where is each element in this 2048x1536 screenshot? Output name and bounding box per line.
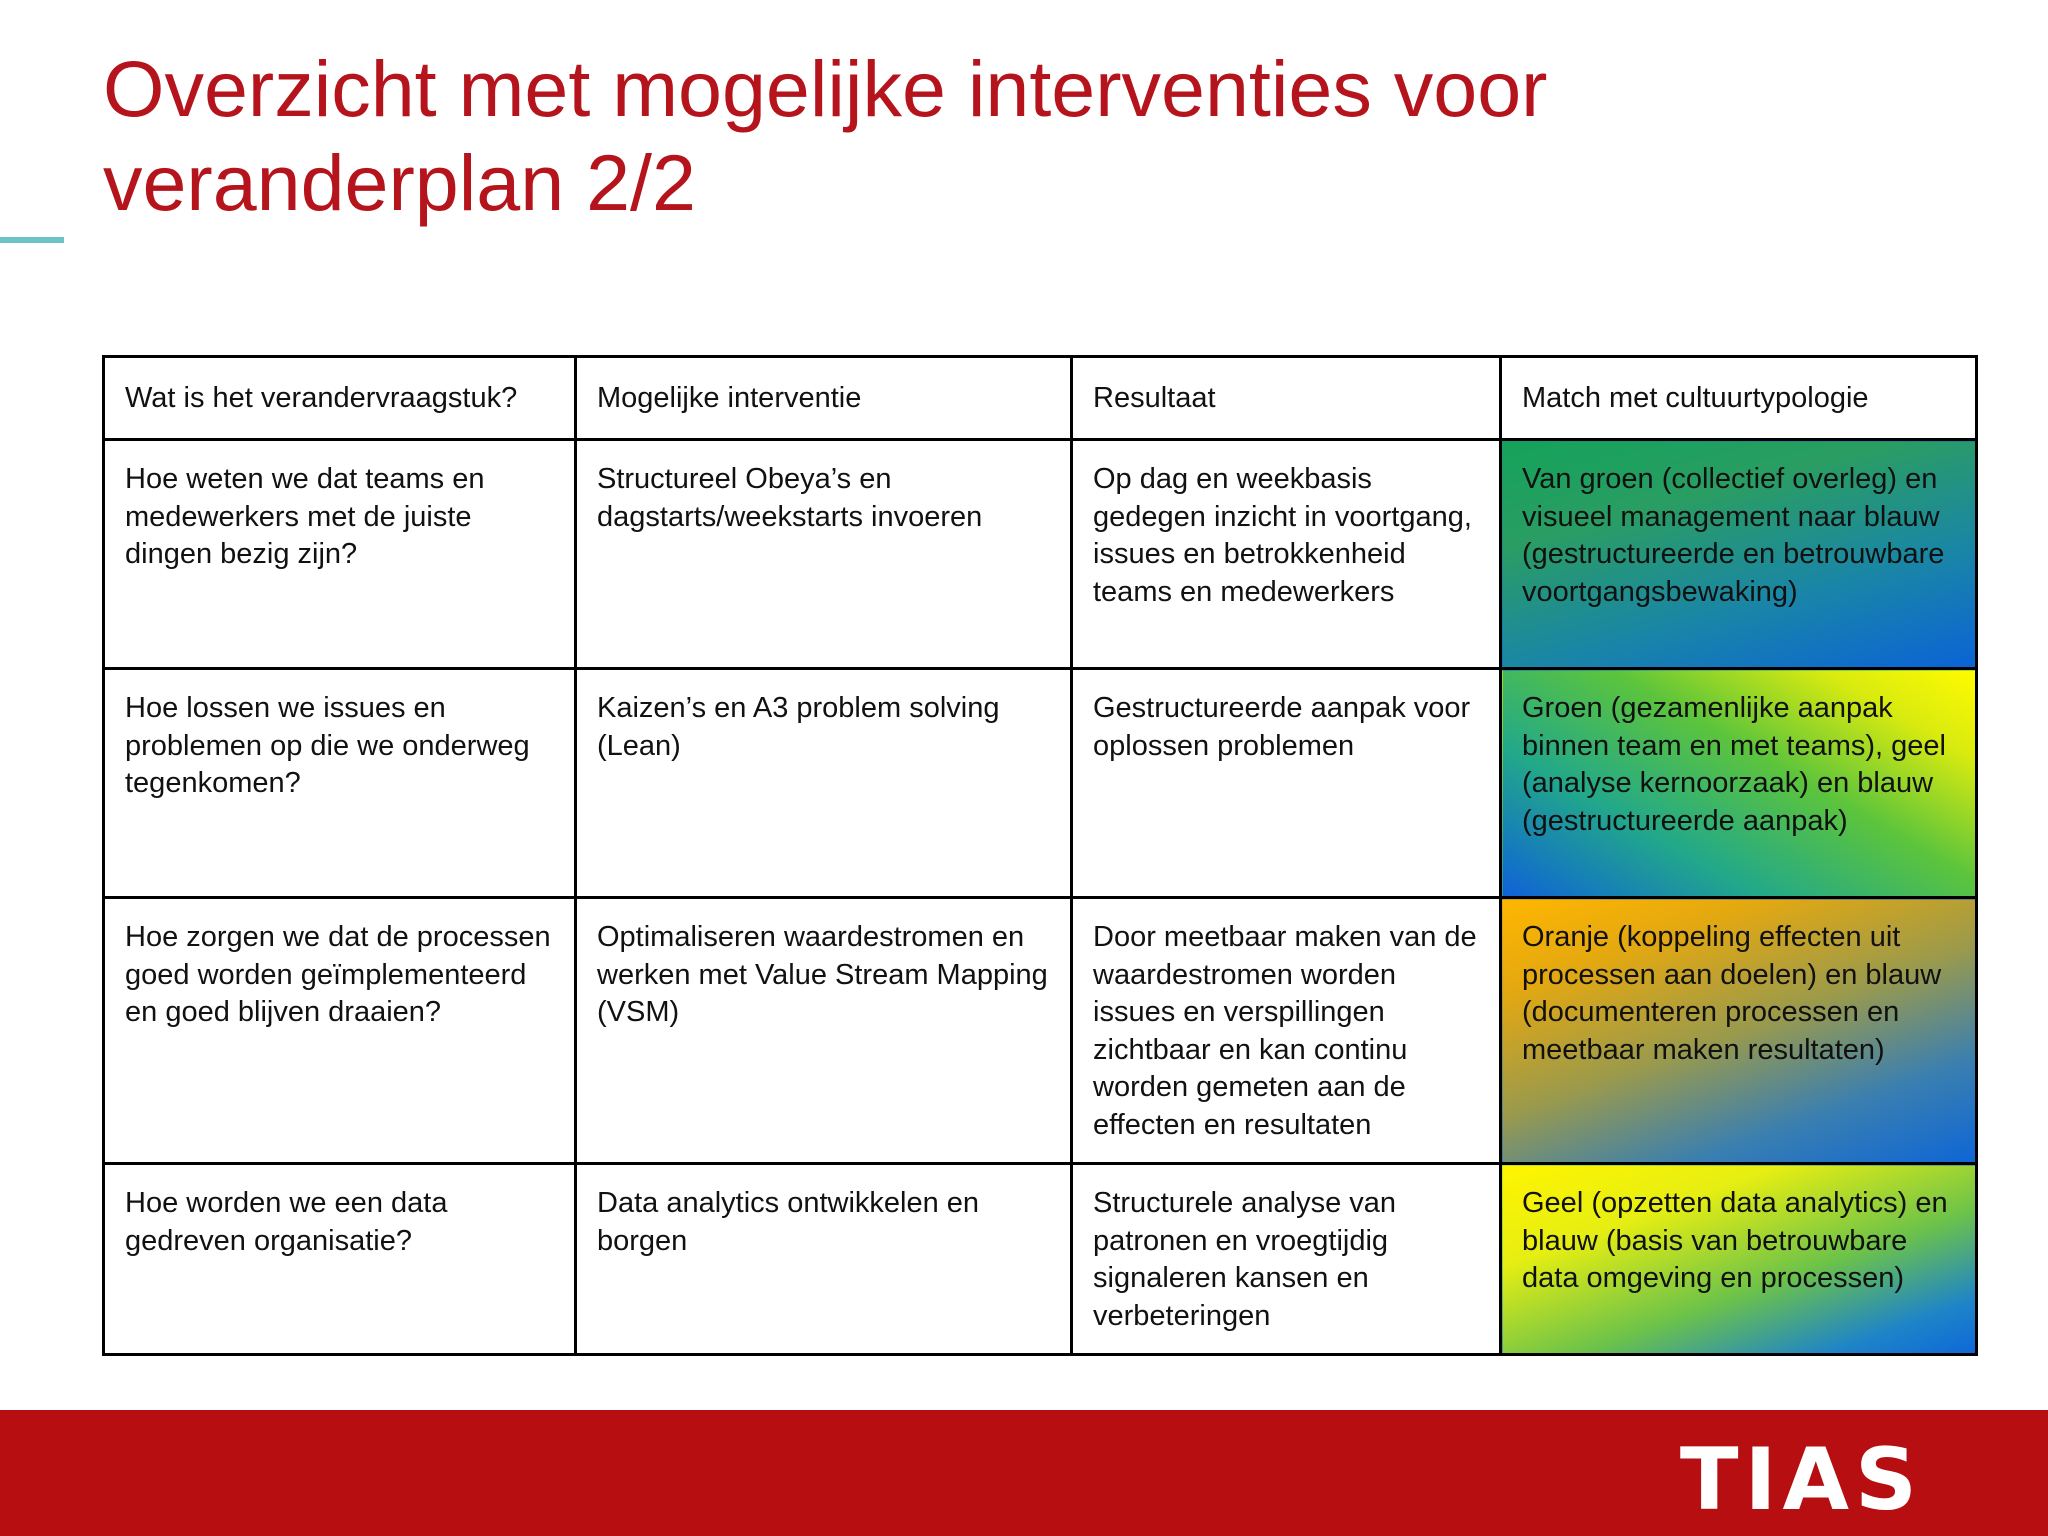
slide-title-line-1: Overzicht met mogelijke interventies voor xyxy=(103,44,1548,133)
cell-vraagstuk: Hoe zorgen we dat de processen goed worden geïmplementeerd en goed blijven draaien? xyxy=(104,898,576,1164)
cell-interventie: Data analytics ontwikkelen en borgen xyxy=(576,1164,1072,1355)
cell-match: Geel (opzetten data analytics) en blauw (basis van betrouwbare data omgeving en processen) xyxy=(1501,1164,1977,1355)
table-row xyxy=(104,440,1977,669)
table-header-row xyxy=(104,357,1977,440)
slide-title xyxy=(103,42,1953,230)
tias-logo: TIAS xyxy=(1679,1430,1923,1530)
cell-match: Van groen (collectief overleg) en visueel management naar blauw (gestructureerde en betrouwbare voortgangsbewaking) xyxy=(1501,440,1977,669)
cell-vraagstuk: Hoe lossen we issues en problemen op die we onderweg tegenkomen? xyxy=(104,669,576,898)
accent-line xyxy=(0,237,64,243)
header-interventie: Mogelijke interventie xyxy=(576,357,1072,440)
cell-interventie: Structureel Obeya’s en dagstarts/weekstarts invoeren xyxy=(576,440,1072,669)
table-row xyxy=(104,898,1977,1164)
interventions-table xyxy=(102,355,1978,1356)
slide-title-line-2: veranderplan 2/2 xyxy=(103,138,696,227)
cell-interventie: Optimaliseren waardestromen en werken met Value Stream Mapping (VSM) xyxy=(576,898,1072,1164)
cell-vraagstuk: Hoe worden we een data gedreven organisatie? xyxy=(104,1164,576,1355)
header-match: Match met cultuurtypologie xyxy=(1501,357,1977,440)
cell-resultaat: Gestructureerde aanpak voor oplossen problemen xyxy=(1072,669,1501,898)
table-row xyxy=(104,1164,1977,1355)
cell-resultaat: Structurele analyse van patronen en vroegtijdig signaleren kansen en verbeteringen xyxy=(1072,1164,1501,1355)
cell-match: Oranje (koppeling effecten uit processen aan doelen) en blauw (documenteren processen en meetbaar maken resultaten) xyxy=(1501,898,1977,1164)
table-row xyxy=(104,669,1977,898)
cell-match: Groen (gezamenlijke aanpak binnen team en met teams), geel (analyse kernoorzaak) en blauw (gestructureerde aanpak) xyxy=(1501,669,1977,898)
header-resultaat: Resultaat xyxy=(1072,357,1501,440)
cell-vraagstuk: Hoe weten we dat teams en medewerkers met de juiste dingen bezig zijn? xyxy=(104,440,576,669)
cell-resultaat: Op dag en weekbasis gedegen inzicht in voortgang, issues en betrokkenheid teams en medewerkers xyxy=(1072,440,1501,669)
cell-resultaat: Door meetbaar maken van de waardestromen worden issues en verspillingen zichtbaar en kan continu worden gemeten aan de effecten en resultaten xyxy=(1072,898,1501,1164)
cell-interventie: Kaizen’s en A3 problem solving (Lean) xyxy=(576,669,1072,898)
header-vraagstuk: Wat is het verandervraagstuk? xyxy=(104,357,576,440)
